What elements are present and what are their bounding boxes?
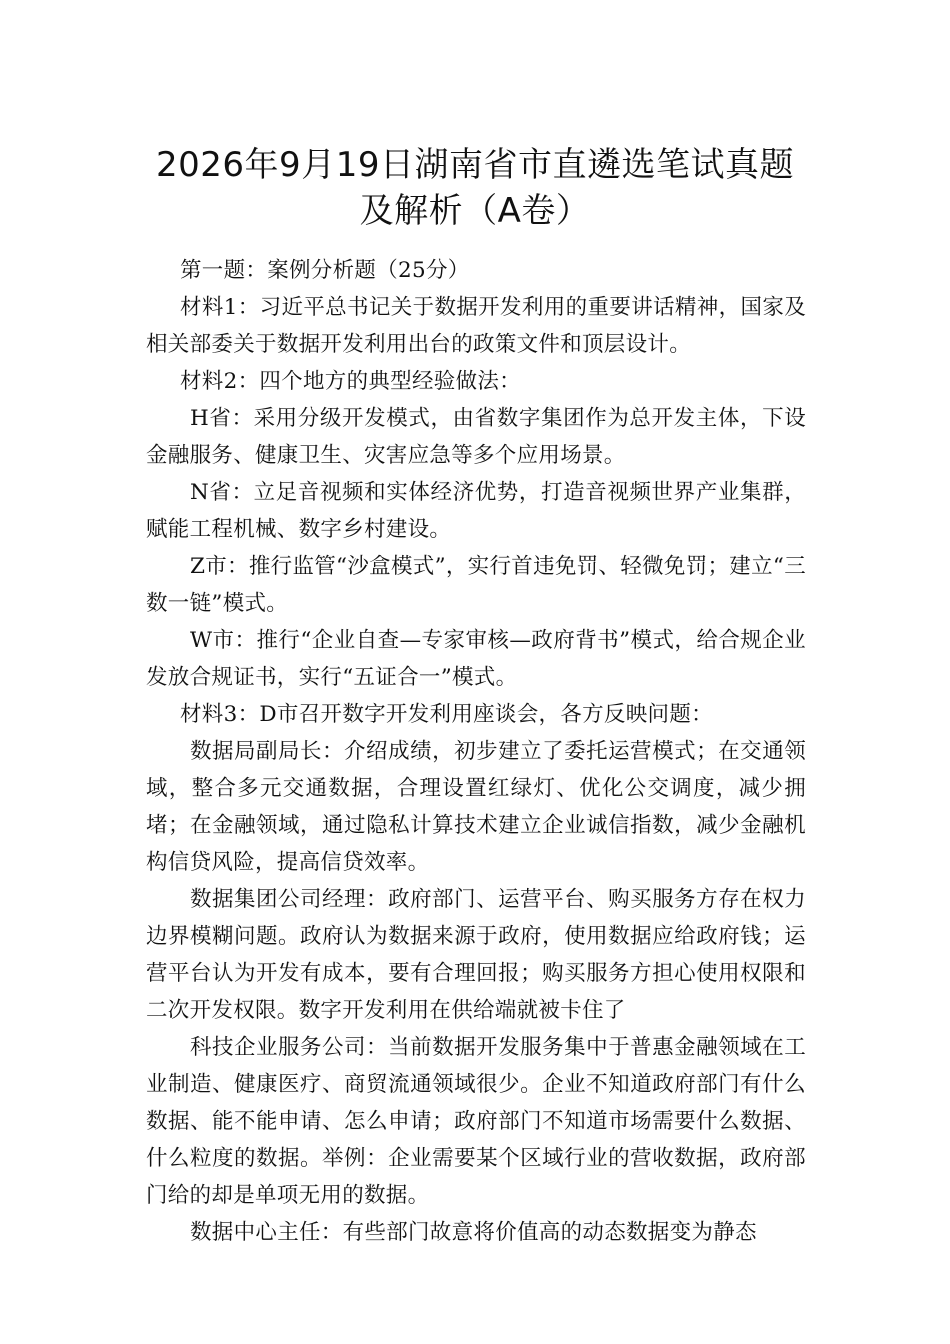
data-group-paragraph: 数据集团公司经理：政府部门、运营平台、购买服务方存在权力边界模糊问题。政府认为数据来源于政府，使用数据应给政府钱；运营平台认为开发有成本，要有合理回报；购买服务方担心使用权限和二次开发权限。数字开发利用在供给端就被卡住了 (146, 887, 806, 1023)
material-1-paragraph: 材料1：习近平总书记关于数据开发利用的重要讲话精神，国家及相关部委关于数据开发利用出台的政策文件和顶层设计。 (146, 295, 806, 357)
title-line-1: 2026年9月19日湖南省市直遴选笔试真题 (156, 145, 794, 185)
title-line-2: 及解析（A卷） (359, 191, 591, 231)
data-bureau-paragraph: 数据局副局长：介绍成绩，初步建立了委托运营模式；在交通领域，整合多元交通数据，合理设置红绿灯、优化公交调度，减少拥堵；在金融领域，通过隐私计算技术建立企业诚信指数，减少金融机构信贷风险，提高信贷效率。 (146, 739, 806, 875)
w-city-paragraph: W市：推行“企业自查—专家审核—政府背书”模式，给合规企业发放合规证书，实行“五证合一”模式。 (146, 628, 806, 690)
z-city-paragraph: Z市：推行监管“沙盒模式”，实行首违免罚、轻微免罚；建立“三数一链”模式。 (146, 554, 806, 616)
material-3-heading: 材料3：D市召开数字开发利用座谈会，各方反映问题： (180, 702, 713, 727)
document-body (146, 252, 806, 1251)
tech-service-paragraph: 科技企业服务公司：当前数据开发服务集中于普惠金融领域在工业制造、健康医疗、商贸流通领域很少。企业不知道政府部门有什么数据、能不能申请、怎么申请；政府部门不知道市场需要什么数据、什么粒度的数据。举例：企业需要某个区域行业的营收数据，政府部门给的却是单项无用的数据。 (146, 1035, 806, 1208)
h-province-paragraph: H省：采用分级开发模式，由省数字集团作为总开发主体，下设金融服务、健康卫生、灾害应急等多个应用场景。 (146, 406, 806, 468)
data-center-paragraph: 数据中心主任：有些部门故意将价值高的动态数据变为静态 (190, 1220, 757, 1245)
section-heading: 第一题：案例分析题（25分） (180, 258, 470, 283)
document-title (100, 142, 850, 234)
material-2-heading: 材料2：四个地方的典型经验做法： (180, 369, 521, 394)
n-province-paragraph: N省：立足音视频和实体经济优势，打造音视频世界产业集群，赋能工程机械、数字乡村建设。 (146, 480, 806, 542)
